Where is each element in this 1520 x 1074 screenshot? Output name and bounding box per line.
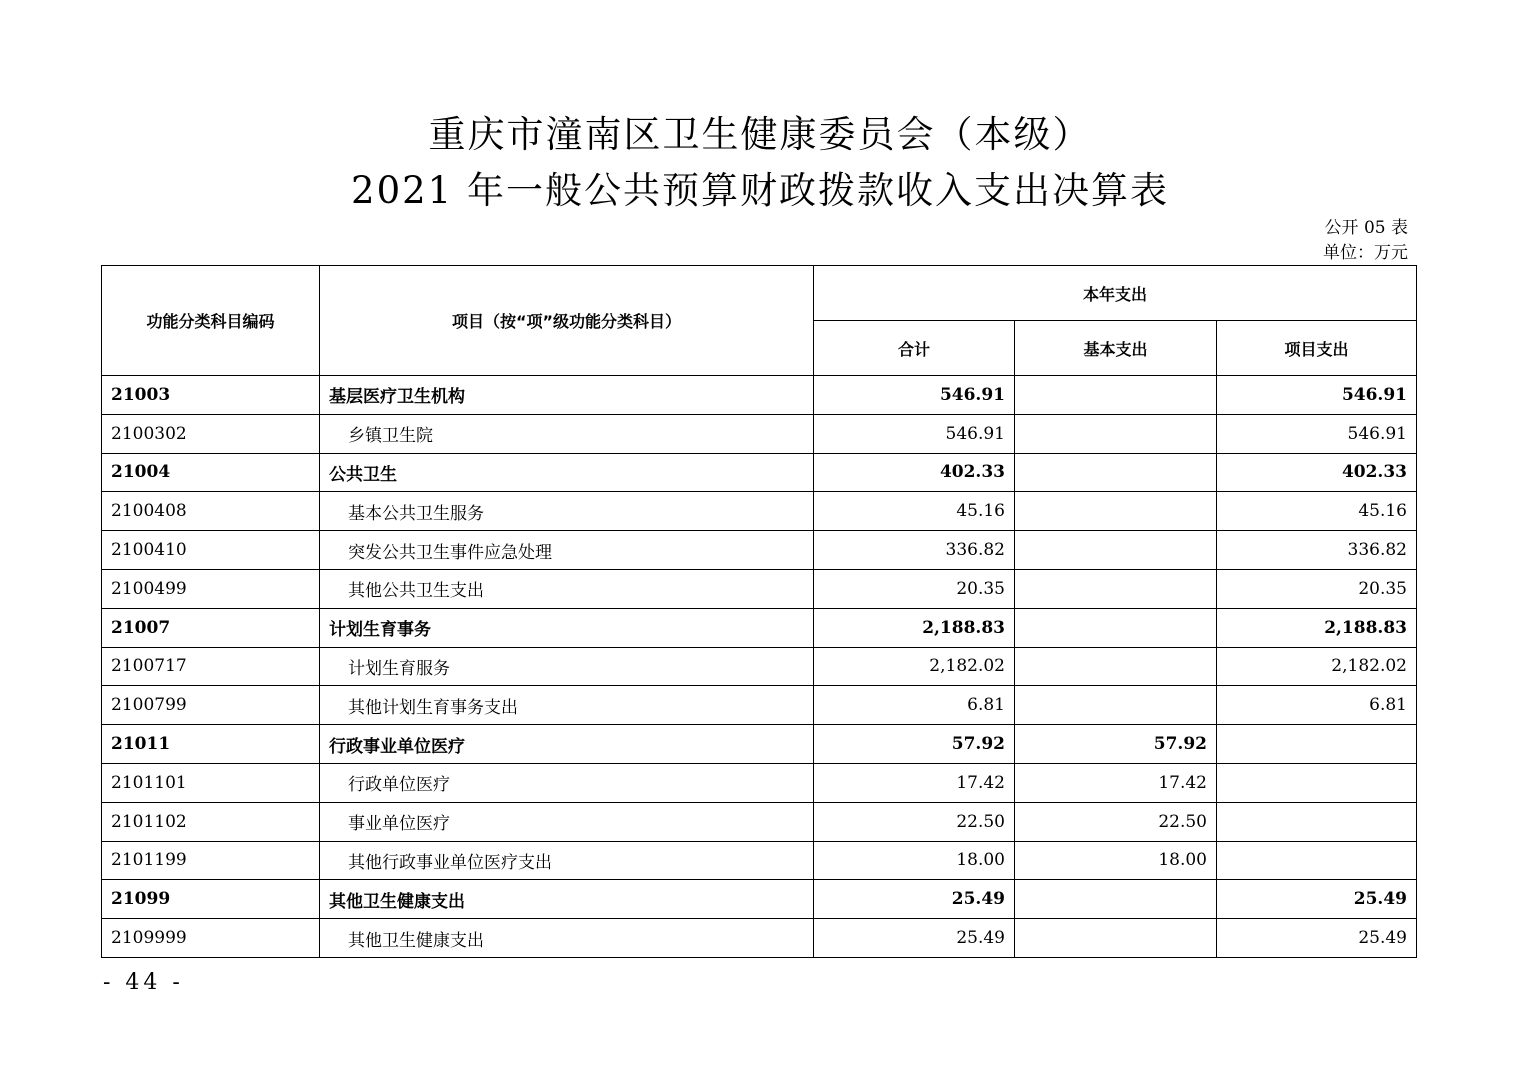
cell-basic: 17.42 [1015, 763, 1217, 802]
table-id: 公开 05 表 [1324, 218, 1408, 238]
table-row [102, 763, 1417, 802]
cell-project: 546.91 [1217, 376, 1417, 415]
cell-code: 2109999 [102, 919, 320, 958]
cell-basic [1015, 919, 1217, 958]
cell-total: 2,182.02 [814, 647, 1015, 686]
header-basic: 基本支出 [1015, 321, 1217, 376]
header-year-expense: 本年支出 [814, 266, 1417, 321]
cell-name: 计划生育事务 [320, 608, 814, 647]
table-row [102, 569, 1417, 608]
cell-basic: 22.50 [1015, 802, 1217, 841]
cell-name: 基本公共卫生服务 [320, 492, 814, 531]
cell-basic [1015, 453, 1217, 492]
cell-project [1217, 841, 1417, 880]
header-code: 功能分类科目编码 [102, 266, 320, 376]
cell-project: 402.33 [1217, 453, 1417, 492]
table-row [102, 880, 1417, 919]
table-row [102, 376, 1417, 415]
cell-basic [1015, 686, 1217, 725]
table-row [102, 841, 1417, 880]
table-row [102, 802, 1417, 841]
cell-project [1217, 763, 1417, 802]
cell-basic [1015, 531, 1217, 570]
cell-code: 2100499 [102, 569, 320, 608]
cell-total: 402.33 [814, 453, 1015, 492]
cell-code: 21011 [102, 725, 320, 764]
cell-code: 2100302 [102, 414, 320, 453]
title-line-2: 2021 年一般公共预算财政拨款收入支出决算表 [351, 169, 1169, 212]
cell-total: 546.91 [814, 376, 1015, 415]
header-item: 项目（按“项”级功能分类科目） [320, 266, 814, 376]
cell-total: 20.35 [814, 569, 1015, 608]
header-total: 合计 [814, 321, 1015, 376]
cell-name: 行政事业单位医疗 [320, 725, 814, 764]
cell-name: 乡镇卫生院 [320, 414, 814, 453]
cell-name: 其他卫生健康支出 [320, 880, 814, 919]
cell-name: 其他公共卫生支出 [320, 569, 814, 608]
cell-basic: 18.00 [1015, 841, 1217, 880]
header-project: 项目支出 [1217, 321, 1417, 376]
table-row [102, 531, 1417, 570]
title-line-1: 重庆市潼南区卫生健康委员会（本级） [428, 113, 1092, 156]
cell-project: 546.91 [1217, 414, 1417, 453]
cell-name: 事业单位医疗 [320, 802, 814, 841]
cell-total: 22.50 [814, 802, 1015, 841]
table-row [102, 647, 1417, 686]
table-row [102, 725, 1417, 764]
cell-total: 336.82 [814, 531, 1015, 570]
cell-code: 2100717 [102, 647, 320, 686]
cell-total: 45.16 [814, 492, 1015, 531]
table-row [102, 919, 1417, 958]
cell-name: 公共卫生 [320, 453, 814, 492]
cell-basic [1015, 492, 1217, 531]
cell-name: 其他行政事业单位医疗支出 [320, 841, 814, 880]
table-row [102, 453, 1417, 492]
cell-project: 20.35 [1217, 569, 1417, 608]
cell-code: 21004 [102, 453, 320, 492]
cell-name: 计划生育服务 [320, 647, 814, 686]
cell-name: 行政单位医疗 [320, 763, 814, 802]
cell-code: 2100408 [102, 492, 320, 531]
cell-project: 6.81 [1217, 686, 1417, 725]
budget-table [101, 265, 1417, 958]
cell-project: 2,188.83 [1217, 608, 1417, 647]
cell-code: 2100799 [102, 686, 320, 725]
cell-code: 2101199 [102, 841, 320, 880]
table-row [102, 414, 1417, 453]
cell-basic: 57.92 [1015, 725, 1217, 764]
cell-code: 21007 [102, 608, 320, 647]
cell-project: 45.16 [1217, 492, 1417, 531]
cell-basic [1015, 414, 1217, 453]
cell-name: 其他计划生育事务支出 [320, 686, 814, 725]
cell-basic [1015, 647, 1217, 686]
cell-total: 546.91 [814, 414, 1015, 453]
cell-code: 21099 [102, 880, 320, 919]
cell-name: 突发公共卫生事件应急处理 [320, 531, 814, 570]
cell-project: 25.49 [1217, 919, 1417, 958]
cell-project: 25.49 [1217, 880, 1417, 919]
cell-basic [1015, 569, 1217, 608]
cell-total: 2,188.83 [814, 608, 1015, 647]
table-row [102, 492, 1417, 531]
cell-name: 基层医疗卫生机构 [320, 376, 814, 415]
cell-basic [1015, 608, 1217, 647]
cell-basic [1015, 880, 1217, 919]
cell-total: 6.81 [814, 686, 1015, 725]
cell-total: 25.49 [814, 919, 1015, 958]
cell-project: 2,182.02 [1217, 647, 1417, 686]
page-number: - 44 - [103, 970, 184, 995]
cell-total: 25.49 [814, 880, 1015, 919]
cell-basic [1015, 376, 1217, 415]
cell-total: 57.92 [814, 725, 1015, 764]
table-row [102, 686, 1417, 725]
cell-project [1217, 725, 1417, 764]
cell-name: 其他卫生健康支出 [320, 919, 814, 958]
cell-code: 2101102 [102, 802, 320, 841]
unit-label: 单位：万元 [1323, 243, 1408, 263]
table-row [102, 608, 1417, 647]
cell-total: 17.42 [814, 763, 1015, 802]
cell-code: 21003 [102, 376, 320, 415]
cell-project: 336.82 [1217, 531, 1417, 570]
cell-total: 18.00 [814, 841, 1015, 880]
cell-project [1217, 802, 1417, 841]
cell-code: 2100410 [102, 531, 320, 570]
cell-code: 2101101 [102, 763, 320, 802]
